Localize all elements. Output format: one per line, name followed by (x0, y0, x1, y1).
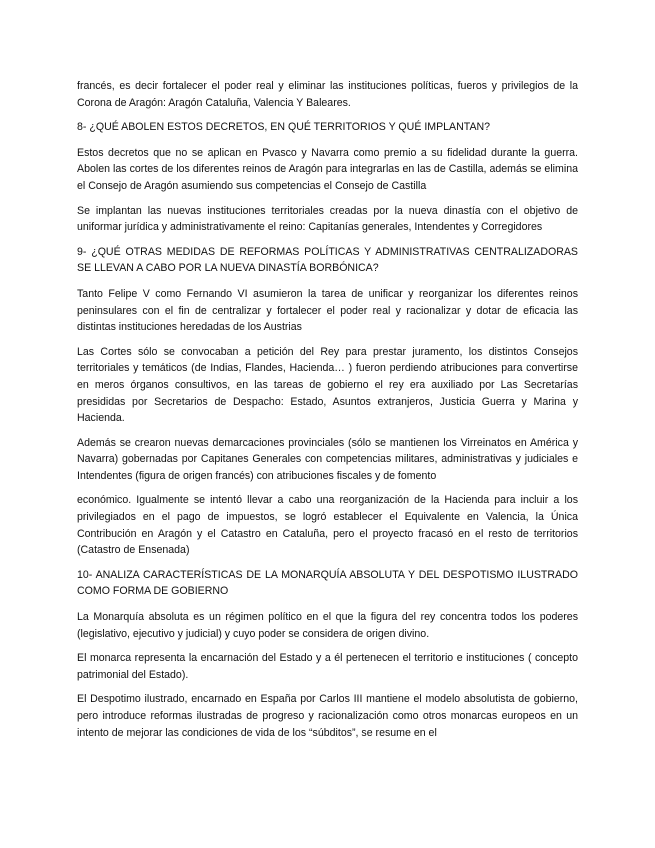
paragraph-monarquia-absoluta: La Monarquía absoluta es un régimen político en el que la figura del rey concentra todos los poderes (legislativo, ejecutivo y judicial) y cuyo poder se considera de origen divino. (77, 611, 578, 640)
section-heading-8: 8- ¿QUÉ ABOLEN ESTOS DECRETOS, EN QUÉ TERRITORIOS Y QUÉ IMPLANTAN? (77, 121, 491, 134)
paragraph-hacienda: económico. Igualmente se intentó llevar a cabo una reorganización de la Hacienda para incluir a los privilegiados en el pago de impuestos, se logró establecer el Equivalente en Valencia, la Única Contribución en Aragón y el Catastro en Cataluña, pero el proyecto fracasó en el resto de territorios (Catastro de Ensenada) (77, 494, 578, 557)
paragraph-felipe-fernando: Tanto Felipe V como Fernando VI asumieron la tarea de unificar y reorganizar los diferentes reinos peninsulares con el fin de centralizar y fortalecer el poder real y racionalizar y dotar de eficacia las distintas instituciones heredadas de los Austrias (77, 287, 578, 334)
paragraph-continuation: francés, es decir fortalecer el poder real y eliminar las instituciones políticas, fueros y privilegios de la Corona de Aragón: Aragón Cataluña, Valencia Y Baleares. (77, 80, 578, 109)
paragraph-nuevas-instituciones: Se implantan las nuevas instituciones territoriales creadas por la nueva dinastía con el objetivo de uniformar jurídica y administrativamente el reino: Capitanías generales, Intendentes y Corregidores (77, 204, 578, 234)
section-heading-9: 9- ¿QUÉ OTRAS MEDIDAS DE REFORMAS POLÍTICAS Y ADMINISTRATIVAS CENTRALIZADORAS SE LLEVAN A CABO POR LA NUEVA DINASTÍA BORBÓNICA? (77, 245, 578, 275)
paragraph-decretos: Estos decretos que no se aplican en Pvasco y Navarra como premio a su fidelidad durante la guerra. Abolen las cortes de los diferentes reinos de Aragón para integrarlas en las de Castilla, además se elimina el Consejo de Aragón asumiendo sus competencias el Consejo de Castilla (77, 146, 578, 192)
paragraph-cortes-consejos: Las Cortes sólo se convocaban a petición del Rey para prestar juramento, los distintos Consejos territoriales y temáticos (de Indias, Flandes, Hacienda… ) fueron perdiendo atribuciones para convertirse en meros órganos consultivos, en las tareas de gobierno el rey era auxiliado por Las Secretarías presididas por Secretarios de Despacho: Estado, Asuntos extranjeros, Justicia Guerra y Marina y Hacienda. (77, 345, 578, 425)
document-page (77, 78, 578, 749)
paragraph-demarcaciones: Además se crearon nuevas demarcaciones provinciales (sólo se mantienen los Virreinatos en América y Navarra) gobernadas por Capitanes Generales con competencias militares, administrativas y judiciales e Intendentes (figura de origen francés) con atribuciones fiscales y de fomento (77, 436, 578, 482)
paragraph-despotismo: El Despotimo ilustrado, encarnado en España por Carlos III mantiene el modelo absolutista de gobierno, pero introduce reformas ilustradas de progreso y racionalización como otros monarcas europeos en un intento de mejorar las condiciones de vida de los “súbditos”, se resume en el (77, 693, 578, 739)
paragraph-monarca-estado: El monarca representa la encarnación del Estado y a él pertenecen el territorio e instituciones ( concepto patrimonial del Estado). (77, 652, 578, 681)
section-heading-10: 10- ANALIZA CARACTERÍSTICAS DE LA MONARQUÍA ABSOLUTA Y DEL DESPOTISMO ILUSTRADO COMO FORMA DE GOBIERNO (77, 568, 578, 598)
